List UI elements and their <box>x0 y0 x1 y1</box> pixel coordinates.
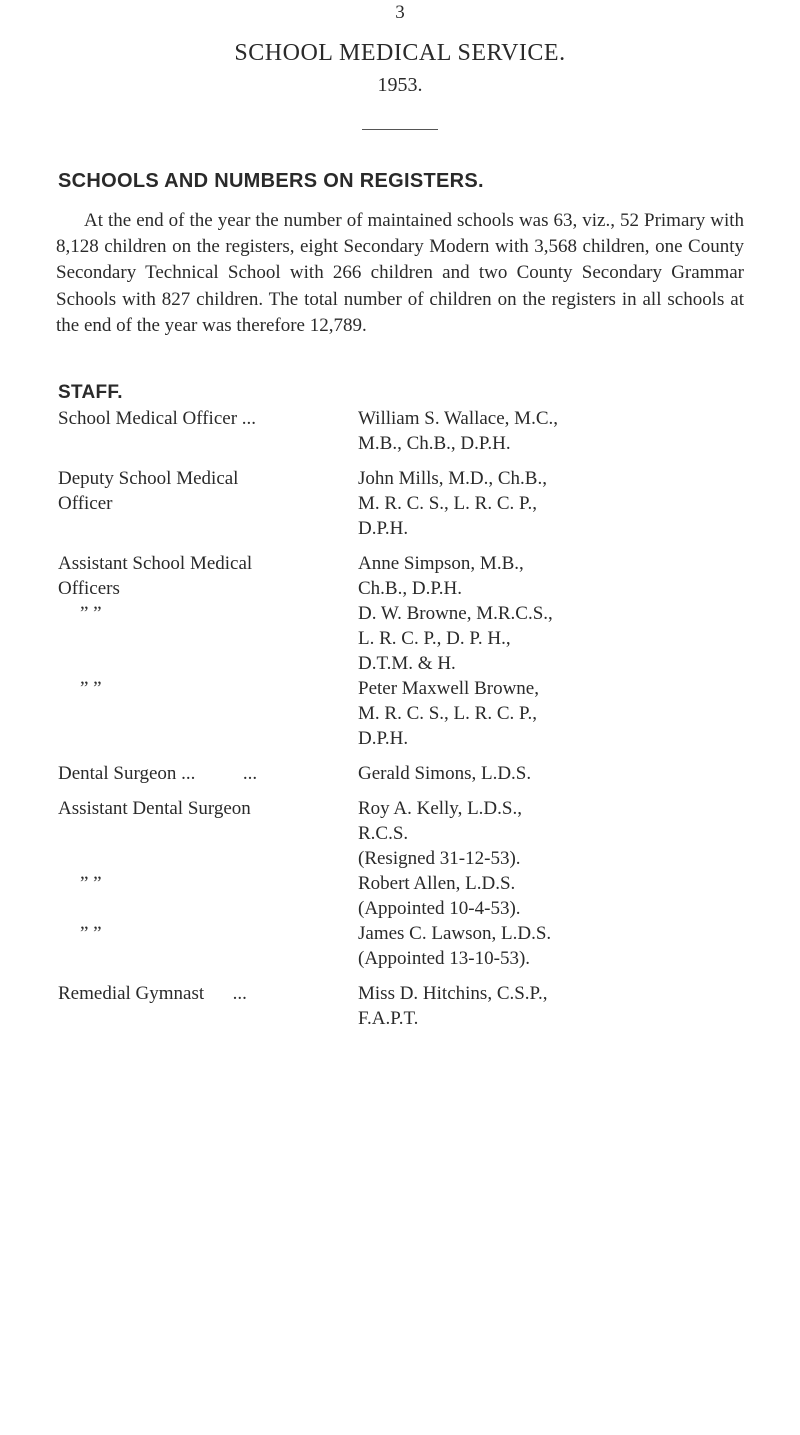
name-line: Ch.B., D.P.H. <box>358 578 462 599</box>
role-line: Assistant Dental Surgeon <box>58 798 251 819</box>
staff-row <box>58 761 748 786</box>
name-line: M.B., Ch.B., D.P.H. <box>358 433 511 454</box>
staff-role <box>58 871 358 921</box>
staff-row <box>58 551 748 601</box>
staff-names <box>358 921 698 971</box>
name-line: M. R. C. S., L. R. C. P., <box>358 493 537 514</box>
ditto-mark: ” ” <box>80 873 102 894</box>
role-line: Deputy School Medical <box>58 468 239 489</box>
staff-names <box>358 676 698 751</box>
name-line: Robert Allen, L.D.S. <box>358 873 516 894</box>
name-line: D. W. Browne, M.R.C.S., <box>358 603 553 624</box>
schools-heading: SCHOOLS AND NUMBERS ON REGISTERS. <box>58 170 484 192</box>
staff-names <box>358 981 698 1031</box>
role-line: School Medical Officer ... <box>58 408 257 429</box>
staff-list <box>58 406 748 1041</box>
name-line: L. R. C. P., D. P. H., <box>358 628 511 649</box>
staff-row <box>58 921 748 971</box>
staff-role <box>58 761 358 786</box>
report-year: 1953. <box>377 74 423 96</box>
staff-row <box>58 466 748 541</box>
name-line: M. R. C. S., L. R. C. P., <box>358 703 537 724</box>
name-line: F.A.P.T. <box>358 1008 419 1029</box>
role-line: Officer <box>58 493 113 514</box>
name-line: (Appointed 10-4-53). <box>358 898 521 919</box>
name-line: John Mills, M.D., Ch.B., <box>358 468 547 489</box>
staff-row <box>58 796 748 871</box>
staff-role <box>58 981 358 1031</box>
staff-role <box>58 676 358 751</box>
staff-row <box>58 406 748 456</box>
staff-row <box>58 676 748 751</box>
page-number: 3 <box>395 2 405 23</box>
staff-names <box>358 466 698 541</box>
role-line: Officers <box>58 578 120 599</box>
staff-role <box>58 796 358 871</box>
role-line: Remedial Gymnast ... <box>58 983 247 1004</box>
role-line: Dental Surgeon ... ... <box>58 763 258 784</box>
name-line: D.T.M. & H. <box>358 653 456 674</box>
staff-names <box>358 871 698 921</box>
staff-role <box>58 551 358 601</box>
staff-row <box>58 981 748 1031</box>
staff-role <box>58 466 358 541</box>
staff-names <box>358 761 698 786</box>
schools-paragraph: At the end of the year the number of maintained schools was 63, viz., 52 Primary with 8,128 children on the registers, eight Secondary Modern with 3,568 children, one County Secondary Technical School with 266 children and two County Secondary Grammar Schools with 827 children. The total number of children on the registers in all schools at the end of the year was therefore 12,789. <box>56 210 744 336</box>
name-line: R.C.S. <box>358 823 409 844</box>
name-line: (Resigned 31-12-53). <box>358 848 521 869</box>
staff-row <box>58 601 748 676</box>
name-line: Roy A. Kelly, L.D.S., <box>358 798 522 819</box>
staff-names <box>358 601 698 676</box>
ditto-mark: ” ” <box>80 678 102 699</box>
staff-names <box>358 551 698 601</box>
name-line: James C. Lawson, L.D.S. <box>358 923 552 944</box>
name-line: Peter Maxwell Browne, <box>358 678 539 699</box>
staff-names <box>358 406 698 456</box>
name-line: D.P.H. <box>358 518 409 539</box>
name-line: Anne Simpson, M.B., <box>358 553 524 574</box>
staff-role <box>58 406 358 456</box>
name-line: (Appointed 13-10-53). <box>358 948 531 969</box>
ditto-mark: ” ” <box>80 603 102 624</box>
page-title: SCHOOL MEDICAL SERVICE. <box>234 40 566 66</box>
name-line: Gerald Simons, L.D.S. <box>358 763 532 784</box>
staff-row <box>58 871 748 921</box>
divider-rule <box>362 129 438 130</box>
staff-names <box>358 796 698 871</box>
staff-role <box>58 921 358 971</box>
role-line: Assistant School Medical <box>58 553 253 574</box>
name-line: William S. Wallace, M.C., <box>358 408 558 429</box>
ditto-mark: ” ” <box>80 923 102 944</box>
staff-role <box>58 601 358 676</box>
staff-heading: STAFF. <box>58 382 123 403</box>
name-line: D.P.H. <box>358 728 409 749</box>
name-line: Miss D. Hitchins, C.S.P., <box>358 983 548 1004</box>
